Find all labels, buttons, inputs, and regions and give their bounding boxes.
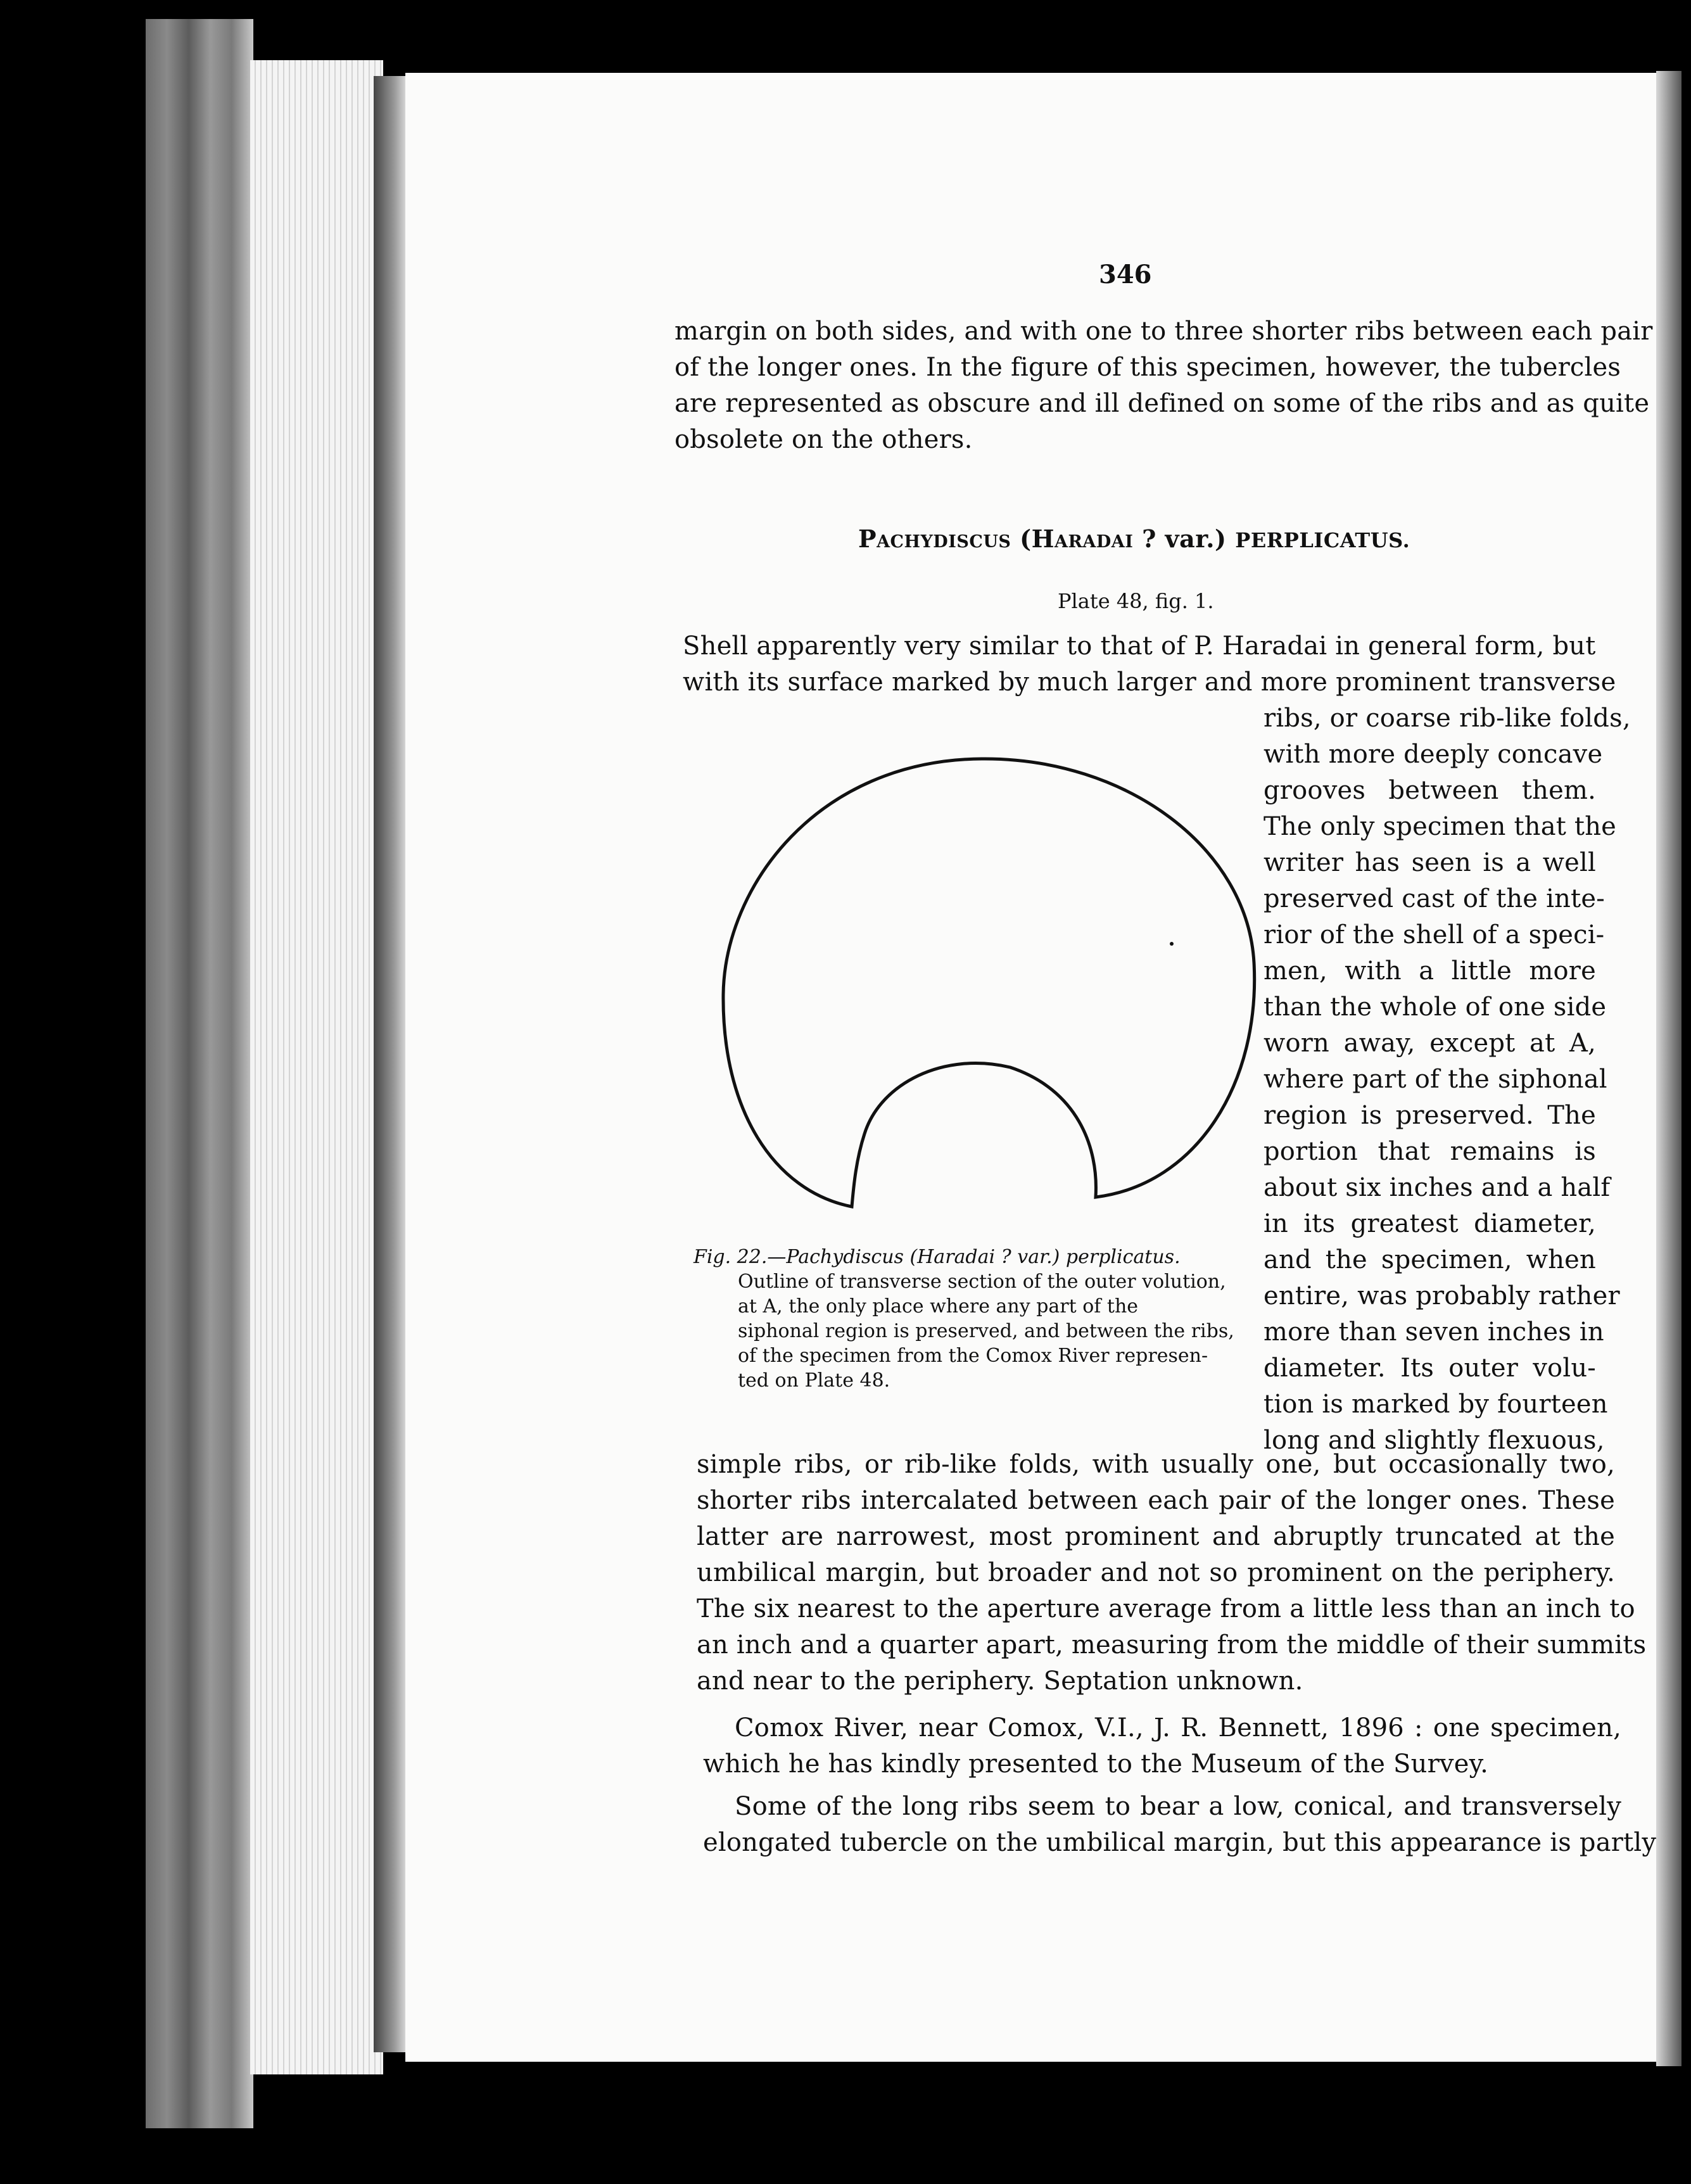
text-line: grooves between them. (1264, 776, 1596, 805)
description-column (1264, 701, 1631, 1459)
caption-line: at A, the only place where any part of the (738, 1295, 1139, 1317)
section-title (858, 524, 1410, 553)
description-top (683, 628, 1616, 701)
title-paren: ( (1020, 524, 1032, 553)
description-bottom (697, 1447, 1647, 1699)
locality-paragraph (703, 1710, 1621, 1782)
text-line: with more deeply concave (1264, 740, 1603, 769)
text-line: more than seven inches in (1264, 1317, 1604, 1347)
text-line: diameter. Its outer volu- (1264, 1354, 1596, 1383)
title-variety: PERPLICATUS. (1235, 528, 1410, 552)
point-a-mark (1170, 942, 1174, 946)
text-line: Comox River, near Comox, V.I., J. R. Bennett, 1896 : one specimen, (735, 1713, 1621, 1743)
text-line: which he has kindly presented to the Museum of the Survey. (703, 1749, 1488, 1779)
caption-line: Fig. 22.—Pachydiscus (Haradai ? var.) perplicatus. (694, 1246, 1181, 1268)
shell-outline (723, 759, 1255, 1207)
text-line: margin on both sides, and with one to three shorter ribs between each pair (674, 317, 1653, 346)
book-spine (146, 19, 253, 2128)
text-line: umbilical margin, but broader and not so prominent on the periphery. (697, 1558, 1615, 1587)
text-line: obsolete on the others. (674, 425, 973, 454)
caption-line: of the specimen from the Comox River represen- (738, 1345, 1208, 1367)
title-species: Haradai (1031, 524, 1134, 553)
figure-caption (694, 1245, 1244, 1393)
text-line: latter are narrowest, most prominent and abruptly truncated at the (697, 1522, 1615, 1551)
text-line: rior of the shell of a speci- (1264, 920, 1605, 949)
text-line: where part of the siphonal (1264, 1065, 1607, 1094)
text-line: elongated tubercle on the umbilical margin, but this appearance is partly (703, 1828, 1657, 1857)
text-line: The only specimen that the (1264, 812, 1617, 841)
text-line: preserved cast of the inte- (1264, 884, 1605, 913)
text-line: Shell apparently very similar to that of P. Haradai in general form, but (683, 632, 1596, 661)
gutter-shadow (374, 76, 408, 2052)
plate-reference: Plate 48, fig. 1. (1058, 589, 1214, 613)
intro-paragraph (674, 314, 1653, 458)
caption-line: ted on Plate 48. (738, 1369, 890, 1392)
caption-line: Outline of transverse section of the outer volution, (738, 1271, 1226, 1293)
text-line: worn away, except at A, (1264, 1029, 1596, 1058)
title-query: ? var.) (1142, 524, 1227, 553)
page-number: 346 (1099, 260, 1152, 289)
shell-section-figure (716, 754, 1273, 1222)
text-line: The six nearest to the aperture average from a little less than an inch to (697, 1594, 1635, 1623)
text-line: and near to the periphery. Septation unknown. (697, 1667, 1303, 1696)
text-line: an inch and a quarter apart, measuring from the middle of their summits (697, 1630, 1647, 1660)
text-line: Some of the long ribs seem to bear a low, conical, and transversely (735, 1792, 1621, 1821)
page-edges (250, 60, 383, 2074)
text-line: region is preserved. The (1264, 1101, 1596, 1130)
text-line: shorter ribs intercalated between each pair of the longer ones. These (697, 1486, 1615, 1515)
final-paragraph (703, 1789, 1657, 1861)
text-line: in its greatest diameter, (1264, 1209, 1596, 1238)
text-line: than the whole of one side (1264, 993, 1607, 1022)
text-line: writer has seen is a well (1264, 848, 1596, 877)
text-line: entire, was probably rather (1264, 1281, 1620, 1311)
text-line: men, with a little more (1264, 956, 1596, 986)
caption-line: siphonal region is preserved, and between the ribs, (738, 1320, 1234, 1342)
text-line: simple ribs, or rib-like folds, with usually one, but occasionally two, (697, 1450, 1615, 1479)
text-line: of the longer ones. In the figure of this specimen, however, the tubercles (674, 353, 1621, 382)
text-line: ribs, or coarse rib-like folds, (1264, 704, 1631, 733)
shell-outline-drawing (716, 754, 1273, 1222)
text-line: are represented as obscure and ill defined on some of the ribs and as quite (674, 389, 1650, 418)
text-line: tion is marked by fourteen (1264, 1390, 1608, 1419)
text-line: and the specimen, when (1264, 1245, 1596, 1274)
text-line: long and slightly flexuous, (1264, 1426, 1605, 1455)
text-line: with its surface marked by much larger and more prominent transverse (683, 668, 1616, 697)
page-right-edge (1656, 71, 1682, 2066)
title-genus: Pachydiscus (858, 524, 1011, 553)
text-line: about six inches and a half (1264, 1173, 1611, 1202)
text-line: portion that remains is (1264, 1137, 1596, 1166)
